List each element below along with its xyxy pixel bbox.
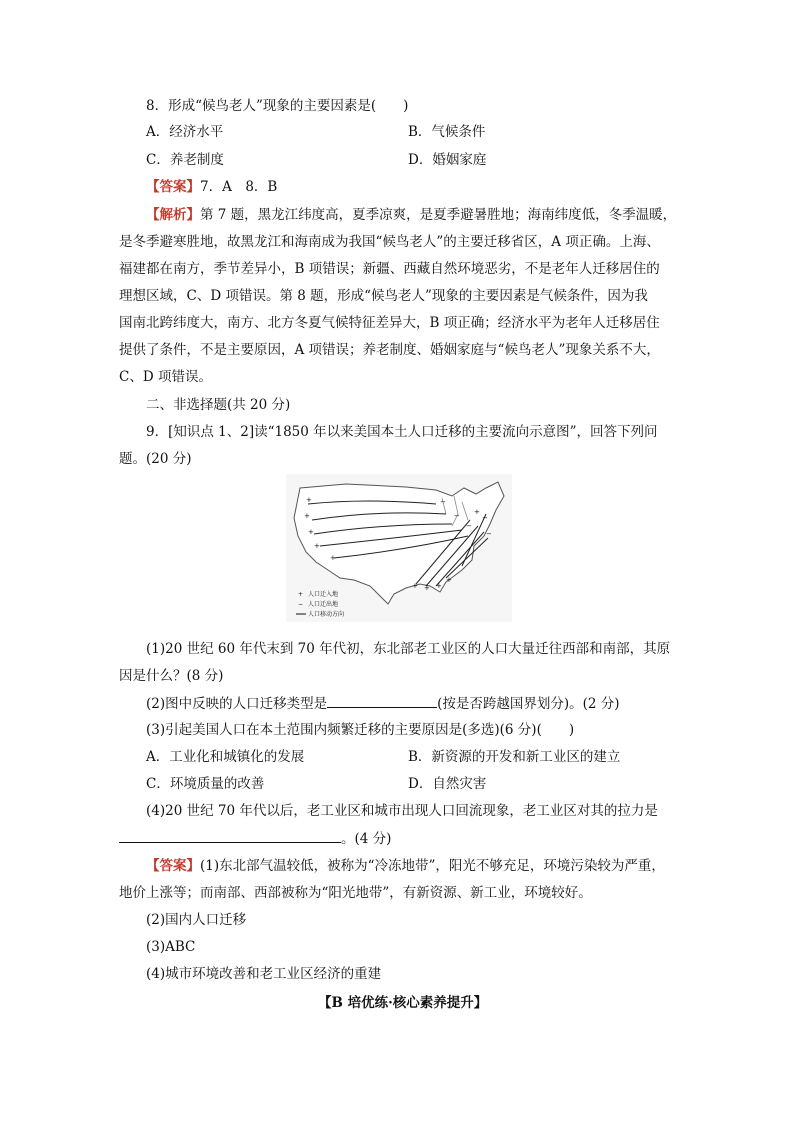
answer-9-tag: 【答案】	[146, 858, 200, 874]
svg-text:+: +	[424, 584, 430, 592]
svg-text:−: −	[454, 512, 460, 520]
q8-option-b: B．气候条件	[408, 124, 486, 140]
svg-text:−: −	[466, 522, 472, 530]
analysis-text: 第 7 题，黑龙江纬度高，夏季凉爽，是夏季避暑胜地；海南纬度低，冬季温暖，	[200, 207, 677, 223]
q9-sub1-line-1: (1)20 世纪 60 年代末到 70 年代初，东北部老工业区的人口大量迁往西部和南部，其原	[146, 641, 671, 657]
q9-sub3-option-d: D．自然灾害	[408, 776, 487, 792]
svg-text:−: −	[440, 498, 446, 506]
q9-sub2-blank	[327, 694, 437, 708]
answer-9-part-3: (3)ABC	[146, 939, 196, 955]
analysis-tag: 【解析】	[146, 207, 200, 223]
analysis-line-5: 国南北跨纬度大，南方、北方冬夏气候特征差异大，B 项正确；经济水平为老年人迁移居住	[119, 315, 660, 331]
q9-sub4-line-1: (4)20 世纪 70 年代以后，老工业区和城市出现人口回流现象，老工业区对其的拉力是	[146, 803, 658, 819]
q9-stem-line-1: 9．[知识点 1、2]读“1850 年以来美国本土人口迁移的主要流向示意图”，回答下列问	[146, 424, 658, 440]
svg-text:+: +	[306, 496, 312, 504]
q9-sub3-option-c: C．环境质量的改善	[146, 776, 265, 792]
analysis-line-2: 是冬季避寒胜地，故黑龙江和海南成为我国“候鸟老人”的主要迁移省区，A 项正确。上海、	[119, 234, 660, 250]
q8-option-a: A．经济水平	[146, 124, 224, 140]
svg-text:+: +	[330, 554, 336, 562]
section-heading: 二、非选择题(共 20 分)	[146, 397, 291, 413]
answer-9-part-2: (2)国内人口迁移	[146, 912, 247, 928]
analysis-line-4: 理想区域，C、D 项错误。第 8 题，形成“候鸟老人”现象的主要因素是气候条件，因为我	[119, 288, 648, 304]
answer-tag: 【答案】	[146, 179, 200, 195]
answer-7-8	[146, 178, 277, 196]
q9-stem-line-2: 题。(20 分)	[119, 451, 192, 467]
svg-text:+: +	[308, 528, 314, 536]
answer-9-line-2: 地价上涨等；而南部、西部被称为“阳光地带”，有新资源、新工业，环境较好。	[119, 885, 592, 901]
legend-in-label: 人口迁入地	[308, 591, 339, 598]
svg-text:+: +	[304, 512, 310, 520]
answer-9-line-1	[146, 857, 665, 875]
analysis-line-6: 提供了条件，不是主要原因，A 项错误；养老制度、婚姻家庭与“候鸟老人”现象关系不大，	[119, 342, 660, 358]
q9-sub3-option-b: B．新资源的开发和新工业区的建立	[408, 749, 621, 765]
svg-text:+: +	[298, 591, 304, 598]
q8-stem: 8．形成“候鸟老人”现象的主要因素是( )	[146, 98, 409, 114]
svg-text:+: +	[314, 542, 320, 550]
answer-text: 7．A 8．B	[200, 179, 278, 195]
q9-sub4-suffix: 。(4 分)	[341, 831, 392, 847]
answer-9-text: (1)东北部气温较低，被称为“冷冻地带”，阳光不够充足，环境污染较为严重，	[200, 858, 665, 874]
section-b-title: 【B 培优练·核心素养提升】	[318, 995, 488, 1011]
svg-text:−: −	[482, 514, 488, 522]
q9-sub2-prefix: (2)图中反映的人口迁移类型是	[146, 696, 328, 712]
svg-text:−: −	[298, 601, 304, 608]
q8-option-c: C．养老制度	[146, 152, 224, 168]
analysis-line-3: 福建都在南方，季节差异小，B 项错误；新疆、西藏自然环境恶劣，不是老年人迁移居住的	[119, 261, 660, 277]
svg-text:+: +	[474, 508, 480, 516]
q9-sub2-suffix: (按是否跨越国界划分)。(2 分)	[437, 696, 620, 712]
q9-sub2	[146, 694, 620, 713]
svg-text:+: +	[446, 576, 452, 584]
q9-sub3: (3)引起美国人口在本土范围内频繁迁移的主要原因是(多选)(6 分)( )	[146, 722, 575, 738]
svg-text:+: +	[412, 582, 418, 590]
svg-text:+: +	[436, 582, 442, 590]
legend-out-label: 人口迁出地	[308, 601, 339, 608]
q9-sub4-line-2	[119, 829, 391, 848]
q9-sub1-line-2: 因是什么？(8 分)	[119, 668, 224, 684]
q9-sub4-blank	[119, 829, 341, 843]
legend-direction-label: 人口移动方向	[308, 611, 345, 618]
analysis-line-7: C、D 项错误。	[119, 369, 212, 385]
svg-text:−: −	[486, 530, 492, 538]
us-migration-map	[286, 474, 512, 622]
q8-option-d: D．婚姻家庭	[408, 152, 487, 168]
answer-9-part-4: (4)城市环境改善和老工业区经济的重建	[146, 966, 382, 982]
analysis-line-1	[146, 206, 676, 224]
q9-sub3-option-a: A．工业化和城镇化的发展	[146, 749, 305, 765]
